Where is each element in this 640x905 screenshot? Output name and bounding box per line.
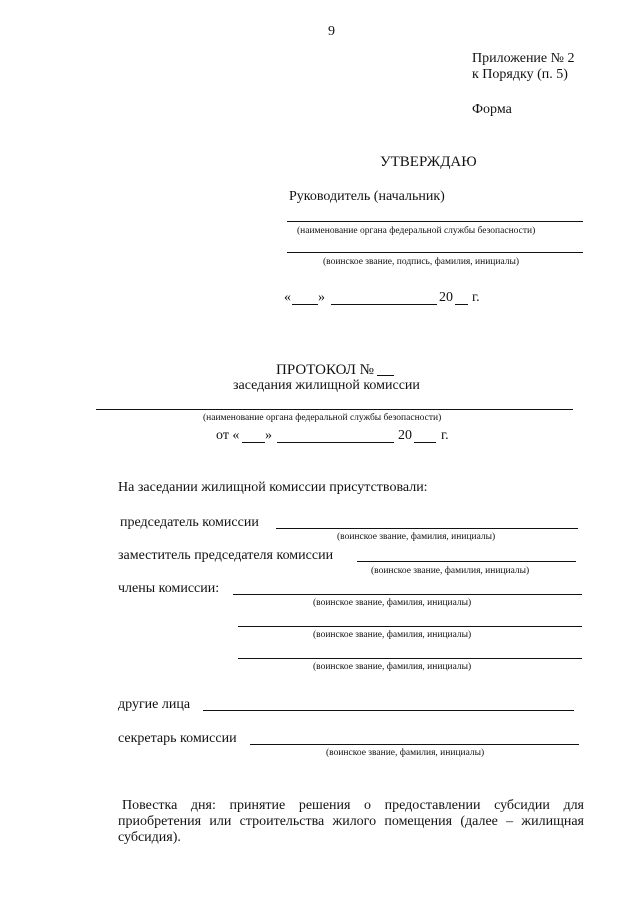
chairman-line <box>276 528 578 529</box>
protocol-org-line <box>96 409 573 410</box>
agenda-rest: приобретения или строительства жилого помещения (далее – жилищная субсидия). <box>118 814 584 845</box>
appendix-reference: к Порядку (п. 5) <box>472 67 568 82</box>
protocol-date-prefix: от « <box>216 428 240 443</box>
approval-title: УТВЕРЖДАЮ <box>380 154 477 170</box>
others-line <box>203 710 574 711</box>
protocol-number-line <box>377 375 394 376</box>
protocol-date-year: 20 <box>398 428 412 443</box>
others-label: другие лица <box>118 697 191 712</box>
protocol-org-caption: (наименование органа федеральной службы безопасности) <box>203 413 442 423</box>
protocol-date-year-line <box>414 442 436 443</box>
approval-date-suffix: г. <box>472 290 480 305</box>
deputy-label: заместитель председателя комиссии <box>118 548 334 563</box>
protocol-date-day-line <box>242 442 265 443</box>
org-name-caption: (наименование органа федеральной службы безопасности) <box>297 226 536 236</box>
secretary-line <box>250 744 579 745</box>
attendance-intro: На заседании жилищной комиссии присутствовали: <box>118 480 428 495</box>
chairman-caption: (воинское звание, фамилия, инициалы) <box>337 532 496 542</box>
member-line-1 <box>233 594 582 595</box>
member-caption-1: (воинское звание, фамилия, инициалы) <box>313 598 472 608</box>
approval-head: Руководитель (начальник) <box>289 189 445 204</box>
chairman-label: председатель комиссии <box>120 515 259 530</box>
members-label: члены комиссии: <box>118 581 220 596</box>
deputy-line <box>357 561 576 562</box>
secretary-label: секретарь комиссии <box>118 731 237 746</box>
member-caption-3: (воинское звание, фамилия, инициалы) <box>313 662 472 672</box>
approval-date-open: « <box>284 290 291 305</box>
form-label: Форма <box>472 102 512 117</box>
member-line-3 <box>238 658 582 659</box>
protocol-date-close: » <box>265 428 272 443</box>
approval-date-month-line <box>331 304 437 305</box>
protocol-title: ПРОТОКОЛ № <box>276 362 374 378</box>
agenda-paragraph <box>118 798 584 846</box>
protocol-subtitle: заседания жилищной комиссии <box>233 378 420 393</box>
approval-date-close: » <box>318 290 325 305</box>
agenda-line-1: Повестка дня: принятие решения о предоставлении субсидии для <box>122 798 584 813</box>
signature-line <box>287 252 583 253</box>
protocol-date-suffix: г. <box>441 428 449 443</box>
protocol-date-month-line <box>277 442 394 443</box>
deputy-caption: (воинское звание, фамилия, инициалы) <box>371 566 530 576</box>
secretary-caption: (воинское звание, фамилия, инициалы) <box>326 748 485 758</box>
signature-caption: (воинское звание, подпись, фамилия, инициалы) <box>323 257 520 267</box>
member-caption-2: (воинское звание, фамилия, инициалы) <box>313 630 472 640</box>
appendix-title: Приложение № 2 <box>472 51 575 66</box>
approval-date-day-line <box>292 304 318 305</box>
page-number: 9 <box>328 24 335 39</box>
approval-date-year-line <box>455 304 468 305</box>
approval-date-year: 20 <box>439 290 453 305</box>
member-line-2 <box>238 626 582 627</box>
org-name-line <box>287 221 583 222</box>
